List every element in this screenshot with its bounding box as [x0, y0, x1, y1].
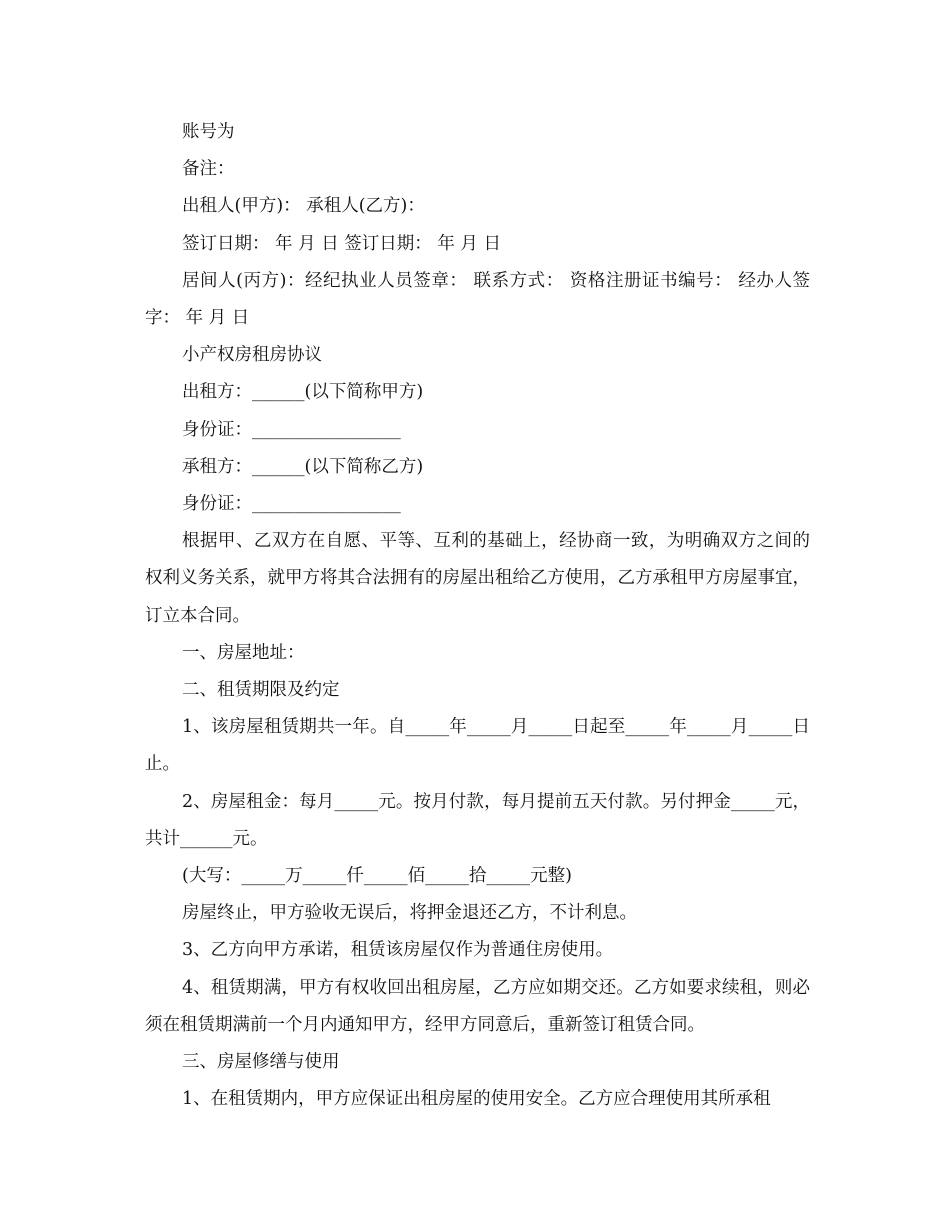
paragraph-remarks: 备注： [182, 159, 235, 180]
clause-rent-capital: (大写：_____万_____仟_____佰_____拾_____元整) [182, 866, 572, 887]
paragraph-intermediary: 居间人(丙方)：经纪执业人员签章： 联系方式： 资格注册证书编号： 经办人签字： 年 月 日 [145, 270, 810, 329]
paragraph-sign-dates: 签订日期： 年 月 日 签订日期： 年 月 日 [182, 233, 501, 254]
section-heading-repair: 三、房屋修缮与使用 [182, 1052, 340, 1073]
clause-usage: 3、乙方向甲方承诺，租赁该房屋仅作为普通住房使用。 [182, 940, 614, 961]
document-title: 小产权房租房协议 [182, 345, 322, 366]
paragraph-lessor-id: 身份证：_________________ [182, 419, 401, 440]
paragraph-lessee-id: 身份证：_________________ [182, 494, 401, 515]
paragraph-lessee: 承租方：______(以下简称乙方) [182, 456, 424, 477]
clause-deposit-return: 房屋终止，甲方验收无误后，将押金退还乙方，不计利息。 [182, 903, 637, 924]
clause-renewal: 4、租赁期满，甲方有权收回出租房屋，乙方应如期交还。乙方如要求续租，则必须在租赁期满前一个月内通知甲方，经甲方同意后，重新签订租赁合同。 [145, 977, 810, 1035]
paragraph-lessor: 出租方：______(以下简称甲方) [182, 382, 424, 403]
clause-term-period: 1、该房屋租赁期共一年。自_____年_____月_____日起至_____年_____月_____日止。 [145, 717, 810, 775]
paragraph-lessor-lessee: 出租人(甲方)： 承租人(乙方)： [182, 196, 425, 217]
clause-rent: 2、房屋租金：每月_____元。按月付款，每月提前五天付款。另付押金_____元，共计______元。 [145, 791, 810, 849]
paragraph-preamble: 根据甲、乙双方在自愿、平等、互利的基础上，经协商一致，为明确双方之间的权利义务关系，就甲方将其合法拥有的房屋出租给乙方使用，乙方承租甲方房屋事宜，订立本合同。 [145, 531, 810, 626]
section-heading-term: 二、租赁期限及约定 [182, 680, 340, 701]
document-body [145, 114, 810, 1118]
section-heading-address: 一、房屋地址： [182, 642, 305, 663]
paragraph-account: 账号为 [182, 122, 235, 142]
clause-safety: 1、在租赁期内，甲方应保证出租房屋的使用安全。乙方应合理使用其所承租 [182, 1089, 771, 1110]
